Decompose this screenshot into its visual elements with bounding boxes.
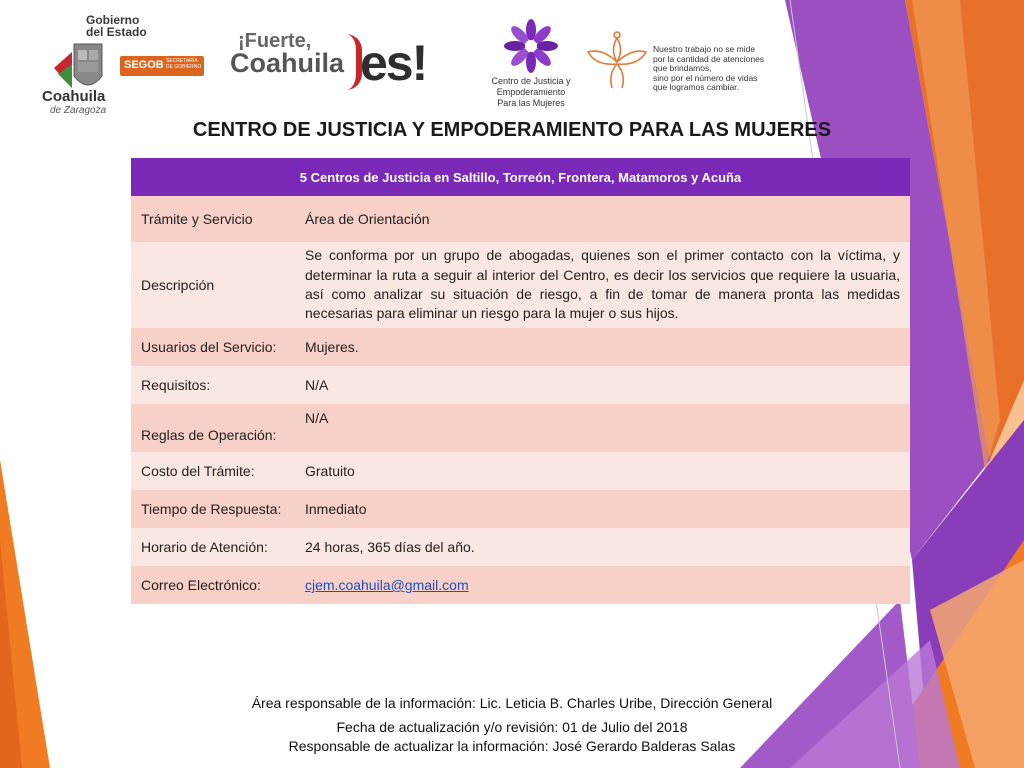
row-label: Costo del Trámite: xyxy=(141,463,255,479)
row-label: Trámite y Servicio xyxy=(141,211,253,227)
quote-line1: Nuestro trabajo no se mide xyxy=(653,44,756,54)
quote-line2: por la cantidad de atenciones xyxy=(653,53,765,64)
row-label: Reglas de Operación: xyxy=(141,427,277,443)
gob-name: Coahuila xyxy=(42,88,106,105)
row-value: Gratuito xyxy=(305,463,355,479)
quote-line3: que brindamos, xyxy=(653,63,712,73)
footer-fecha: Fecha de actualización y/o revisión: 01 de Julio del 2018 xyxy=(336,719,688,735)
flower-icon xyxy=(501,18,561,74)
motto-quote xyxy=(653,45,803,93)
row-value: N/A xyxy=(305,410,329,426)
segob-sub: SECRETARÍA DE GOBIERNO xyxy=(166,58,202,70)
table-row-descripcion xyxy=(131,242,910,328)
cjem-line2: Empoderamiento xyxy=(496,87,566,97)
cjem-line3: Para las Mujeres xyxy=(497,98,565,108)
email-link[interactable]: cjem.coahuila@gmail.com xyxy=(305,577,469,593)
page-title: CENTRO DE JUSTICIA Y EMPODERAMIENTO PARA LAS MUJERES xyxy=(192,119,832,141)
row-label: Horario de Atención: xyxy=(141,539,268,555)
quote-line5: que logramos cambiar. xyxy=(653,82,739,92)
gob-sub: de Zaragoza xyxy=(50,105,107,116)
table-row-reglas xyxy=(131,404,910,452)
service-info-table xyxy=(131,158,910,604)
cjem-line1: Centro de Justicia y xyxy=(491,76,571,86)
fuerte-es: es! xyxy=(360,35,427,91)
table-row-correo xyxy=(131,566,910,604)
row-value: Mujeres. xyxy=(305,339,359,355)
table-row-tramite xyxy=(131,196,910,242)
footer-responsable: Área responsable de la información: Lic. Leticia B. Charles Uribe, Dirección General xyxy=(251,695,773,711)
table-heading: 5 Centros de Justicia en Saltillo, Torreón, Frontera, Matamoros y Acuña xyxy=(131,158,910,196)
row-value: N/A xyxy=(305,377,329,393)
table-row-horario xyxy=(131,528,910,566)
row-label: Correo Electrónico: xyxy=(141,577,261,593)
row-value: Se conforma por un grupo de abogadas, quienes son el primer contacto con la víctima, y determinar la ruta a seguir al interior del Centro, es decir los servicios que requiere la usuaria, así como analizar su situación de riesgo, a fin de tomar de manera pronta las medidas necesarias para eliminar un riesgo para la mujer o sus hijos. xyxy=(305,247,900,322)
row-label: Tiempo de Respuesta: xyxy=(141,501,282,517)
table-row-tiempo xyxy=(131,490,910,528)
fuerte-coahuila-logo xyxy=(228,30,448,100)
row-value: Área de Orientación xyxy=(305,211,430,227)
quote-line4: sino por el número de vidas xyxy=(653,72,758,83)
gob-line2: del Estado xyxy=(86,25,147,39)
gob-line1: Gobierno xyxy=(86,13,140,27)
row-value: Inmediato xyxy=(305,501,367,517)
table-row-usuarios xyxy=(131,328,910,366)
segob-label: SEGOB xyxy=(124,59,164,71)
table-row-costo xyxy=(131,452,910,490)
row-label: Descripción xyxy=(141,277,215,293)
table-row-requisitos xyxy=(131,366,910,404)
fuerte-line1: ¡Fuerte, xyxy=(238,30,312,52)
fuerte-line2: Coahuila xyxy=(230,48,345,78)
segob-badge xyxy=(120,56,204,76)
footer-actualiza: Responsable de actualizar la información: José Gerardo Balderas Salas xyxy=(288,738,736,754)
row-label: Requisitos: xyxy=(141,377,211,393)
row-value: 24 horas, 365 días del año. xyxy=(305,539,475,555)
lotus-woman-icon xyxy=(582,30,652,92)
cjem-logo xyxy=(476,18,586,112)
row-label: Usuarios del Servicio: xyxy=(141,339,277,355)
gobierno-coahuila-logo xyxy=(36,14,206,114)
